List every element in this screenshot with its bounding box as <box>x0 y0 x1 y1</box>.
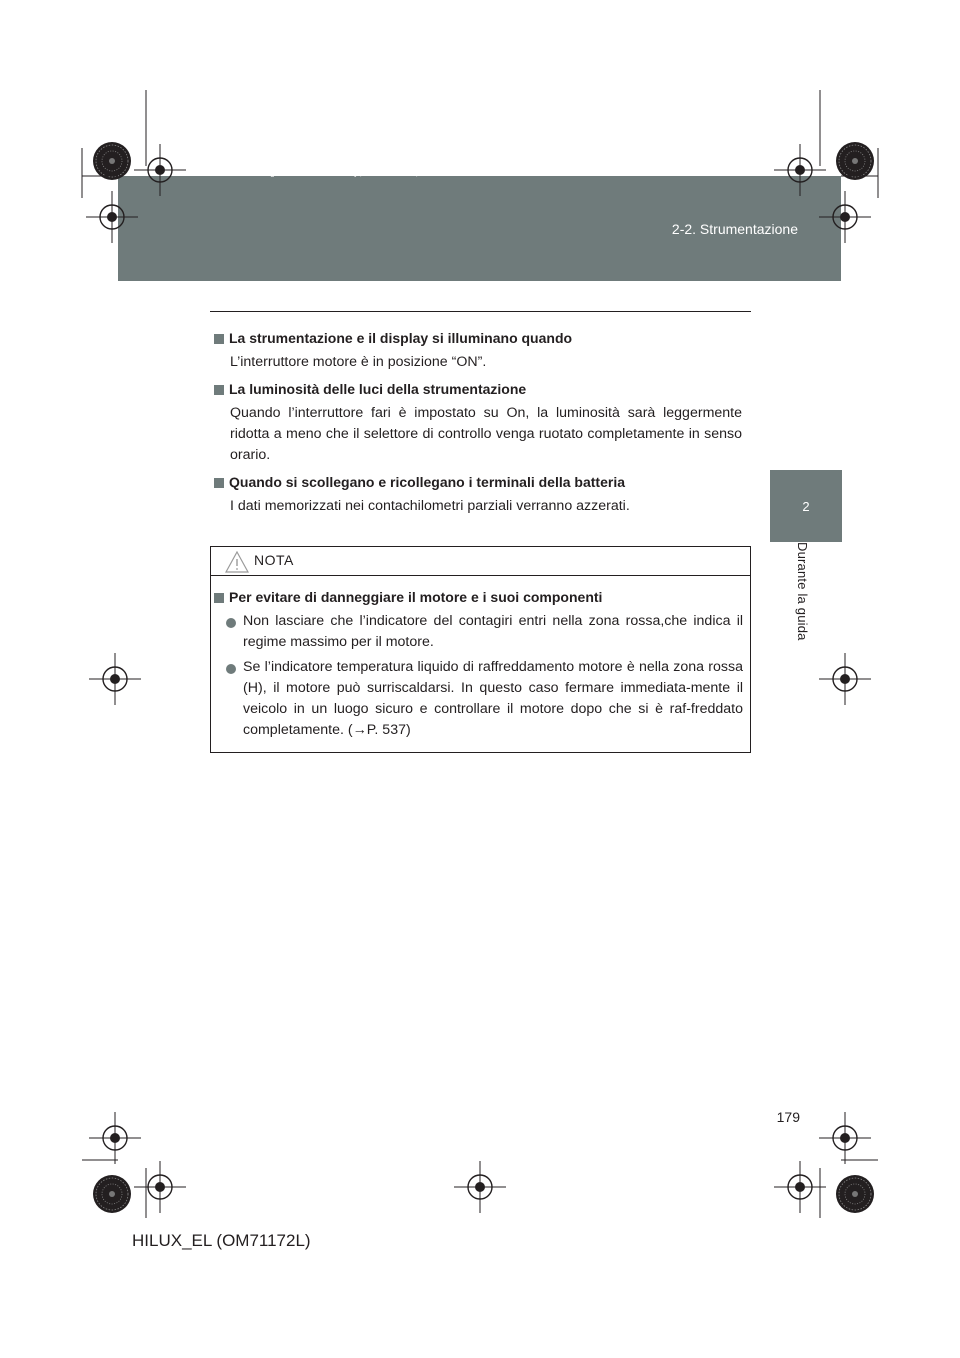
note-heading: Per evitare di danneggiare il motore e i suoi componenti <box>214 589 602 605</box>
note-header-rule <box>210 575 751 576</box>
round-bullet-icon <box>226 664 236 674</box>
registration-mark-bottom-left <box>134 1161 186 1213</box>
registration-mark-top-left <box>134 144 186 196</box>
document-code: HILUX_EL (OM71172L) <box>132 1231 311 1250</box>
section-body: I dati memorizzati nei contachilometri parziali verranno azzerati. <box>230 498 630 514</box>
registration-mark-left-lower <box>89 1112 141 1164</box>
star-target-bottom-left <box>93 1175 131 1213</box>
square-bullet-icon <box>214 334 224 344</box>
top-rule <box>210 311 751 312</box>
star-target-bottom-right <box>836 1175 874 1213</box>
registration-mark-bottom-right <box>774 1161 826 1213</box>
note-title: NOTA <box>254 552 294 568</box>
section-heading: La luminosità delle luci della strumentazione <box>214 381 526 397</box>
star-target-top-left <box>93 142 131 180</box>
section-body: Quando l’interruttore fari è impostato su On, la luminosità sarà leggermente ridotta a meno che il selettore di controllo venga ruotato completamente in senso orario. <box>230 405 742 463</box>
note-bullet-text: Non lasciare che l’indicatore del contagiri entri nella zona rossa,che indica il regime massimo per il motore. <box>243 613 743 650</box>
book-meta-stamp: HILUX_EL.book Page 179 Wednesday, March 23, 2011 3:30 PM <box>180 168 494 178</box>
square-bullet-icon <box>214 385 224 395</box>
star-target-top-right <box>836 142 874 180</box>
registration-mark-left-upper <box>86 191 138 243</box>
registration-mark-mid-right <box>819 653 871 705</box>
note-bullet-text: Se l’indicatore temperatura liquido di raffreddamento motore è nella zona rossa (H), il motore può surriscaldarsi. In questo caso fermare immediata-mente il veicolo in un luogo sicuro e controllare il motore dopo che si è raf-freddato completamente. (→P. 537) <box>243 659 743 738</box>
registration-mark-right-lower <box>819 1112 871 1164</box>
registration-mark-top-right <box>774 144 826 196</box>
square-bullet-icon <box>214 593 224 603</box>
round-bullet-icon <box>226 618 236 628</box>
registration-mark-right-upper <box>819 191 871 243</box>
section-title: 2-2. Strumentazione <box>671 221 798 237</box>
chapter-number: 2 <box>802 499 810 514</box>
section-heading: La strumentazione e il display si illuminano quando <box>214 330 572 346</box>
section-body: L’interruttore motore è in posizione “ON”. <box>230 354 487 370</box>
square-bullet-icon <box>214 478 224 488</box>
warning-triangle-icon <box>225 551 249 573</box>
chapter-label: Durante la guida <box>795 542 810 641</box>
registration-mark-bottom-center <box>454 1161 506 1213</box>
registration-mark-mid-left <box>89 653 141 705</box>
section-heading: Quando si scollegano e ricollegano i terminali della batteria <box>214 474 625 490</box>
page-number: 179 <box>776 1109 800 1125</box>
